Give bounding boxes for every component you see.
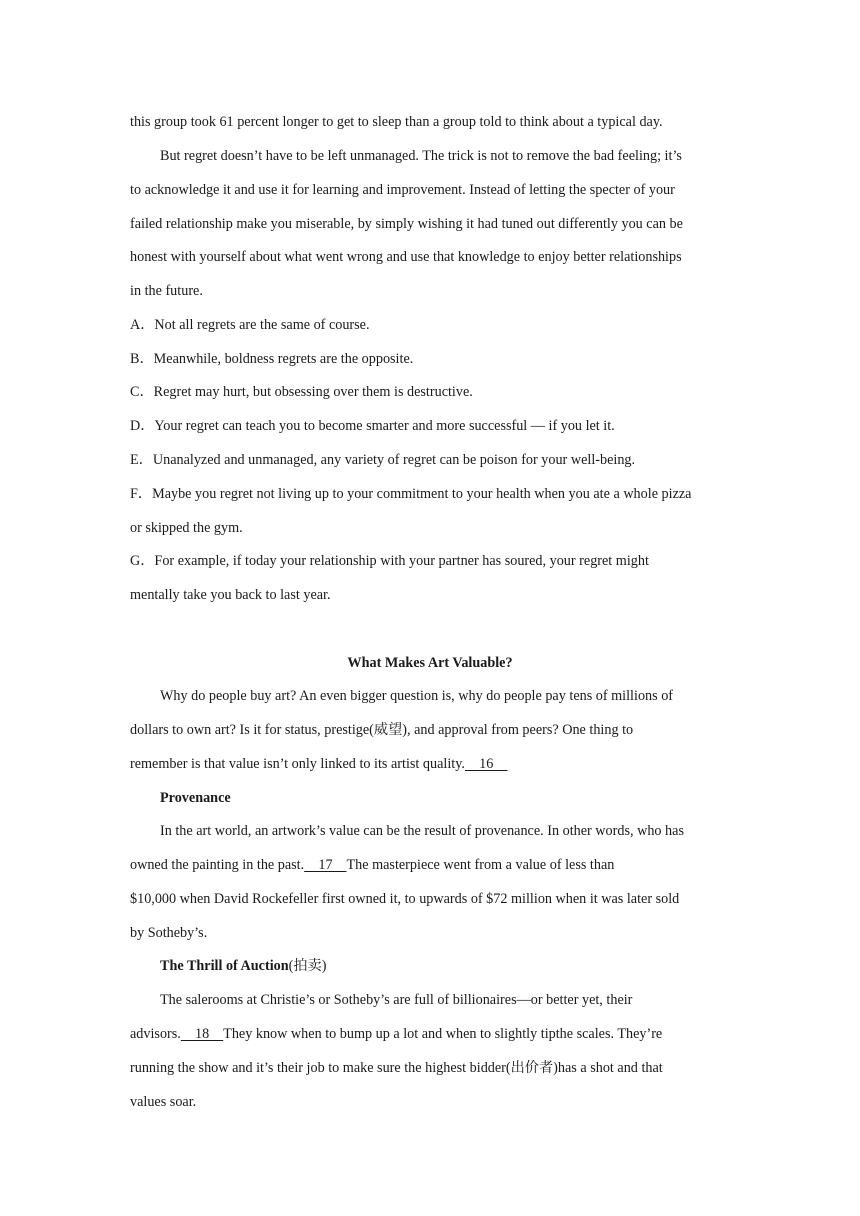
article-line: by Sotheby’s. <box>130 925 208 941</box>
article-line: dollars to own art? Is it for status, prestige(威望), and approval from peers? One thing to <box>130 722 634 738</box>
article-line <box>130 754 508 774</box>
passage-line: in the future. <box>130 283 203 299</box>
article-title: What Makes Art Valuable? <box>347 655 513 671</box>
article-text: advisors. <box>130 1026 181 1042</box>
article-line <box>130 855 614 875</box>
blank-17: 17 <box>304 857 347 873</box>
option-a: A．Not all regrets are the same of course. <box>130 317 370 333</box>
option-g: G．For example, if today your relationship with your partner has soured, your regret might <box>130 553 649 569</box>
option-c: C．Regret may hurt, but obsessing over them is destructive. <box>130 384 473 400</box>
article-text: remember is that value isn’t only linked to its artist quality. <box>130 756 465 772</box>
article-text: They know when to bump up a lot and when to slightly tipthe scales. They’re <box>223 1026 663 1042</box>
section-heading-text: The Thrill of Auction <box>160 958 289 974</box>
passage-line: honest with yourself about what went wrong and use that knowledge to enjoy better relationships <box>130 249 682 265</box>
article-line: The salerooms at Christie’s or Sotheby’s are full of billionaires—or better yet, their <box>160 992 633 1008</box>
option-d: D．Your regret can teach you to become smarter and more successful — if you let it. <box>130 418 615 434</box>
article-text: The masterpiece went from a value of less than <box>346 857 615 873</box>
article-line: $10,000 when David Rockefeller first owned it, to upwards of $72 million when it was later sold <box>130 891 680 907</box>
option-f: F．Maybe you regret not living up to your commitment to your health when you ate a whole pizza <box>130 486 692 502</box>
article-text: owned the painting in the past. <box>130 857 305 873</box>
section-heading-gloss: (拍卖) <box>288 958 327 974</box>
option-g-continued: mentally take you back to last year. <box>130 587 331 603</box>
section-heading-auction <box>160 956 326 976</box>
passage-line: failed relationship make you miserable, by simply wishing it had tuned out differently you can be <box>130 216 683 232</box>
article-line: running the show and it’s their job to make sure the highest bidder(出价者)has a shot and that <box>130 1060 663 1076</box>
option-f-continued: or skipped the gym. <box>130 520 243 536</box>
article-line: values soar. <box>130 1094 197 1110</box>
option-e: E．Unanalyzed and unmanaged, any variety of regret can be poison for your well-being. <box>130 452 636 468</box>
passage-line: to acknowledge it and use it for learning and improvement. Instead of letting the specter of your <box>130 182 675 198</box>
passage-line: But regret doesn’t have to be left unmanaged. The trick is not to remove the bad feeling; it’s <box>160 148 682 164</box>
passage-line: this group took 61 percent longer to get to sleep than a group told to think about a typical day. <box>130 114 663 130</box>
section-heading-provenance: Provenance <box>160 790 231 806</box>
blank-18: 18 <box>180 1026 224 1042</box>
article-line: Why do people buy art? An even bigger question is, why do people pay tens of millions of <box>160 688 674 704</box>
article-line <box>130 1024 662 1044</box>
article-line: In the art world, an artwork’s value can be the result of provenance. In other words, who has <box>160 823 684 839</box>
blank-16: 16 <box>464 756 508 772</box>
option-b: B．Meanwhile, boldness regrets are the opposite. <box>130 351 414 367</box>
